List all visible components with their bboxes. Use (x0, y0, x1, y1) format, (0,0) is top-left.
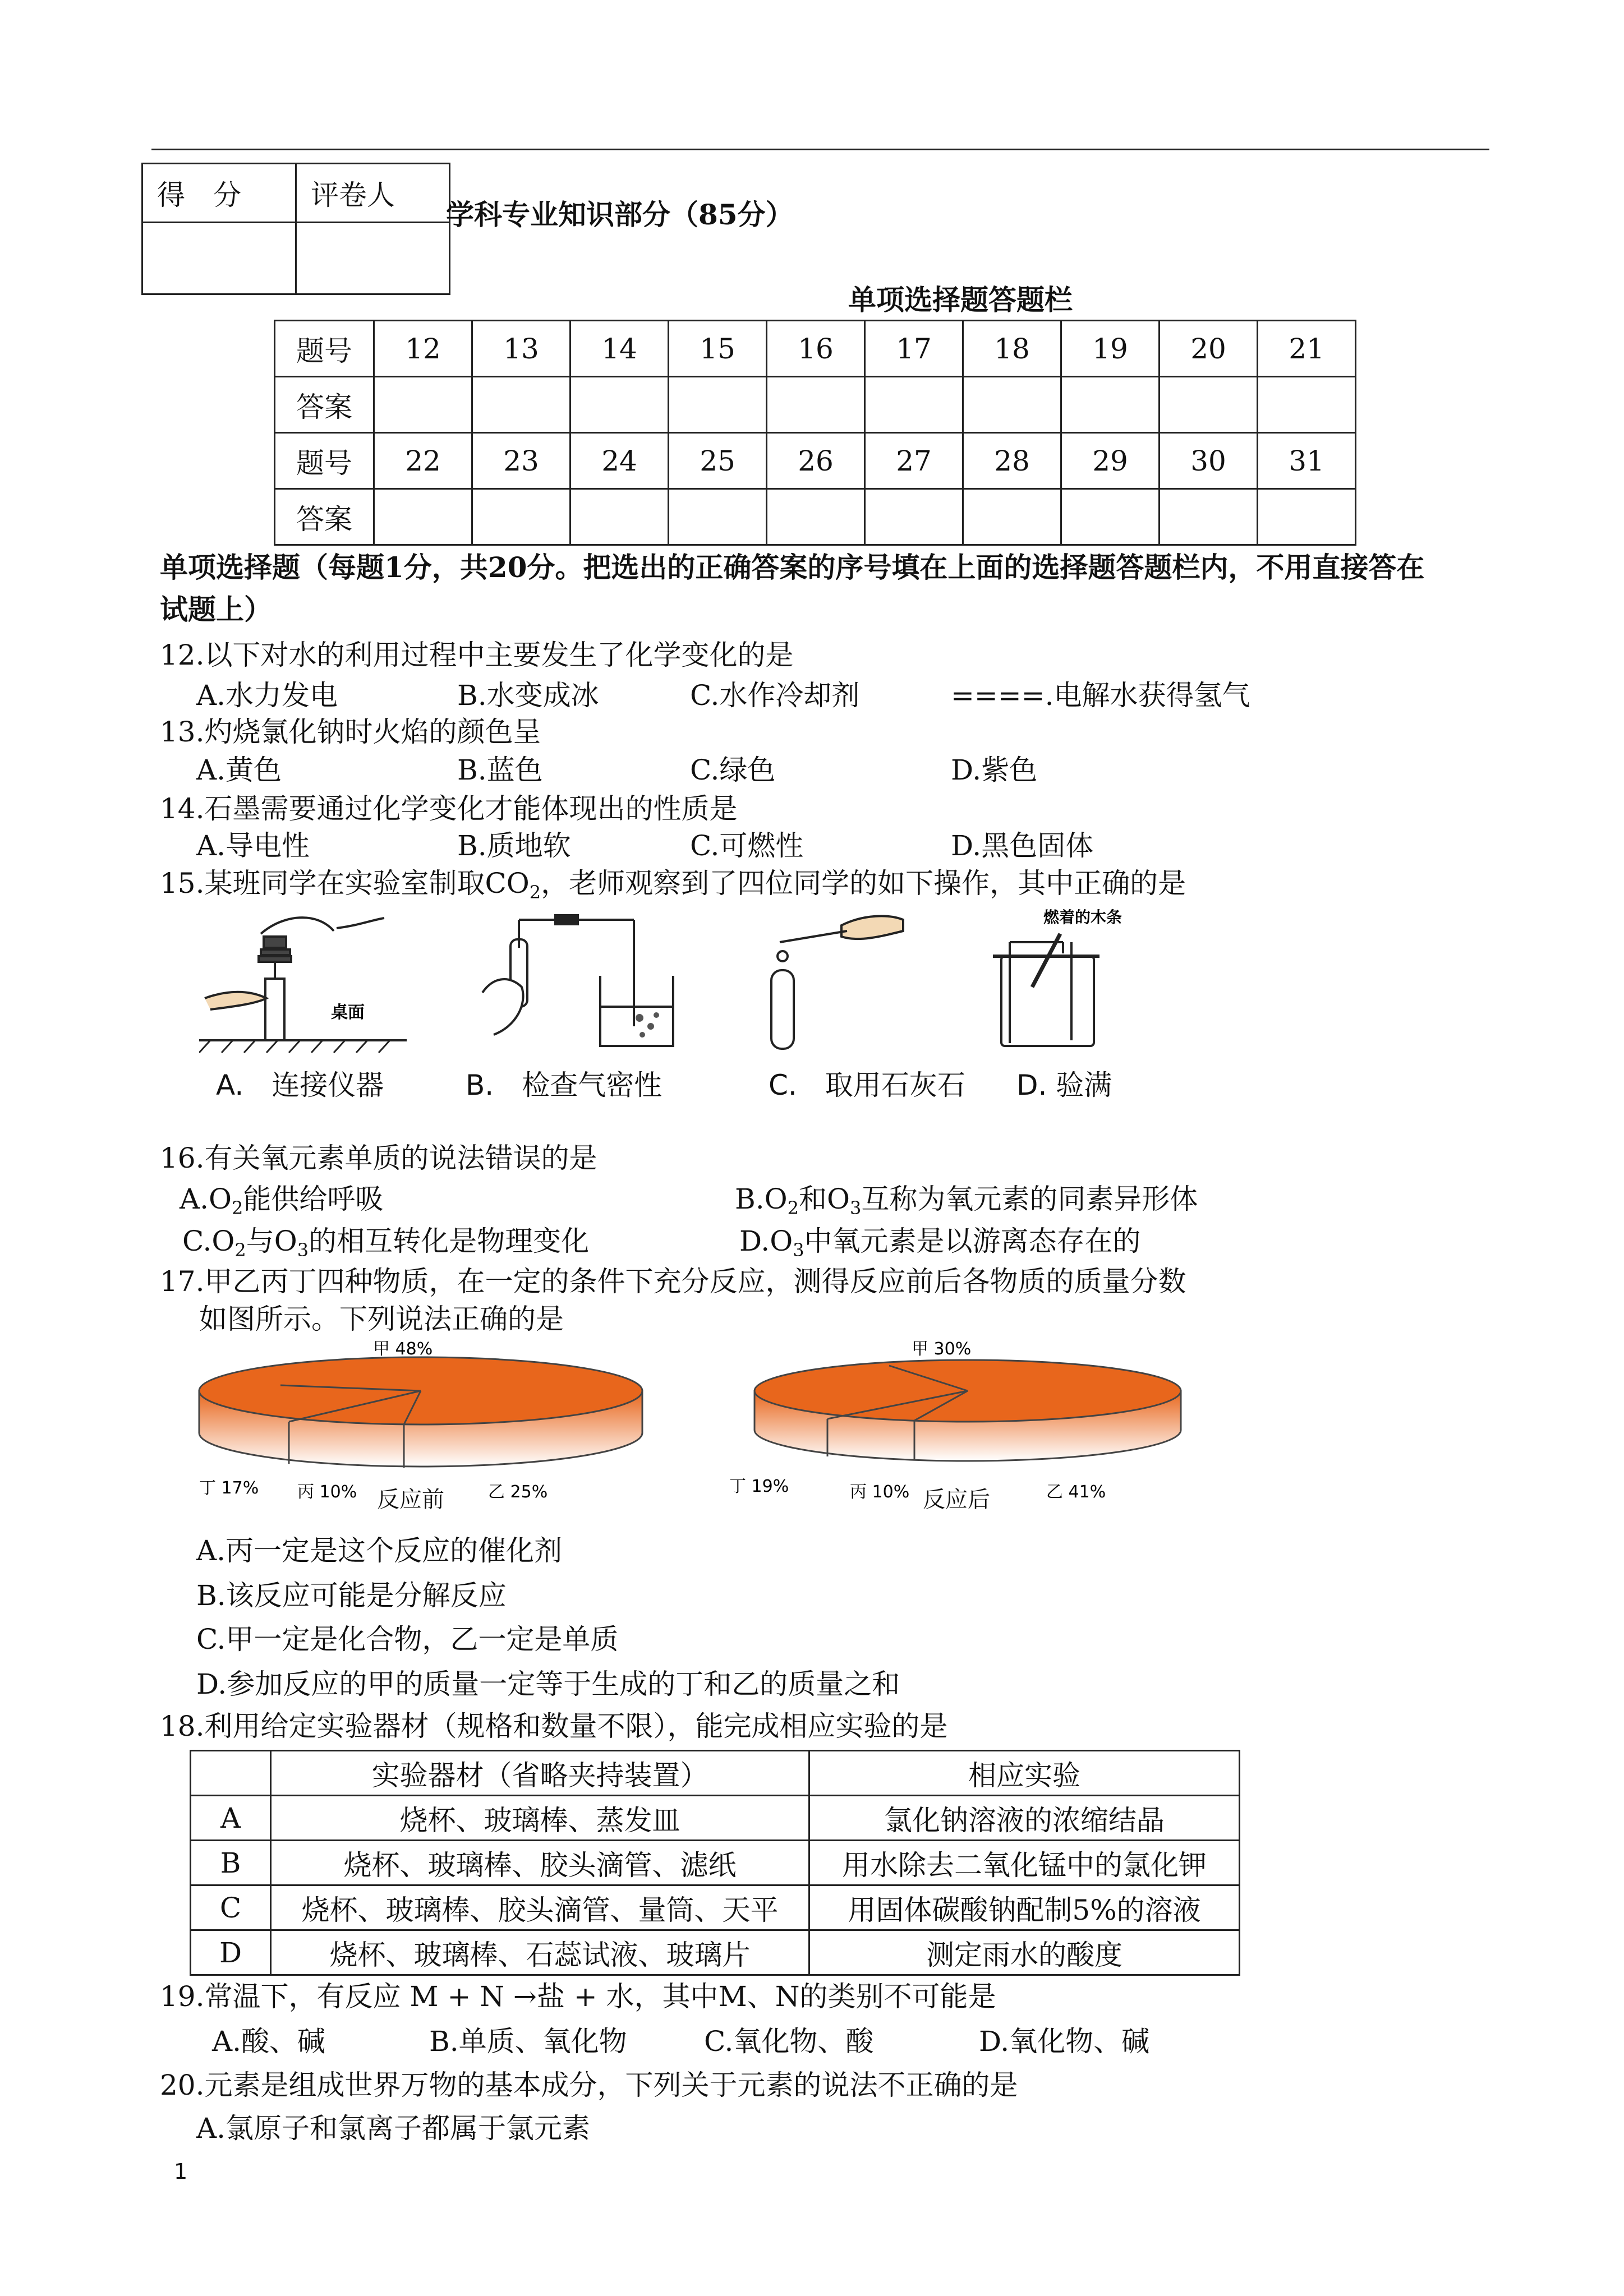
question-16-stem: 16.有关氧元素单质的说法错误的是 (160, 1142, 597, 1174)
option-19b[interactable]: B.单质、氧化物 (429, 2025, 627, 2058)
o16b-sub2: 3 (850, 1197, 862, 1219)
o16d-sub: 3 (793, 1239, 804, 1261)
answer-cell[interactable] (1160, 489, 1258, 545)
answer-cell[interactable] (1061, 489, 1160, 545)
answer-cell[interactable] (1061, 377, 1160, 433)
question-19-stem: 19.常温下，有反应 M + N →盐 + 水，其中M、N的类别不可能是 (160, 1980, 996, 2013)
section-title: 学科专业知识部分（85分） (446, 198, 794, 231)
question-number: 25 (669, 433, 767, 489)
question-number: 29 (1061, 433, 1160, 489)
q18-head-exp: 相应实验 (809, 1751, 1240, 1796)
option-19c[interactable]: C.氧化物、酸 (704, 2025, 874, 2058)
q18-key[interactable]: C (191, 1885, 271, 1930)
question-number: 18 (963, 321, 1061, 377)
q18-exp: 用水除去二氧化锰中的氯化钾 (809, 1841, 1240, 1885)
pie-before-bing: 丙 10% (297, 1482, 357, 1502)
answer-cell[interactable] (963, 489, 1061, 545)
question-number: 20 (1160, 321, 1258, 377)
o16c-mid: 与O (246, 1225, 297, 1257)
score-box (141, 163, 450, 295)
pie-after-yi: 乙 41% (1046, 1482, 1106, 1502)
answer-cell[interactable] (472, 377, 571, 433)
pie-after-caption: 反应后 (923, 1487, 990, 1513)
option-17d[interactable]: D.参加反应的甲的质量一定等于生成的丁和乙的质量之和 (196, 1668, 900, 1700)
q18-head-equip: 实验器材（省略夹持装置） (271, 1751, 809, 1796)
o16d-post: 中氧元素是以游离态存在的 (804, 1225, 1141, 1257)
answer-cell[interactable] (571, 377, 669, 433)
grader-cell[interactable] (296, 223, 450, 294)
option-15b[interactable]: B. 检查气密性 (466, 1069, 663, 1101)
q18-table (190, 1750, 1240, 1976)
answer-cell[interactable] (963, 377, 1061, 433)
o16c-sub2: 3 (297, 1239, 309, 1261)
question-17-stem-1: 17.甲乙丙丁四种物质，在一定的条件下充分反应，测得反应前后各物质的质量分数 (160, 1265, 1186, 1298)
row-label: 题号 (275, 433, 374, 489)
question-17-stem-2: 如图所示。下列说法正确的是 (199, 1303, 564, 1335)
option-16a[interactable] (180, 1182, 383, 1219)
answer-cell[interactable] (1258, 489, 1356, 545)
answer-cell[interactable] (669, 489, 767, 545)
option-15a[interactable]: A. 连接仪器 (216, 1069, 384, 1101)
answer-cell[interactable] (767, 377, 865, 433)
option-13c[interactable]: C.绿色 (690, 754, 776, 786)
option-15c[interactable]: C. 取用石灰石 (769, 1069, 965, 1101)
burning-stick-label: 燃着的木条 (1043, 908, 1122, 926)
o16b-pre: B.O (735, 1183, 788, 1215)
answer-cell[interactable] (767, 489, 865, 545)
option-14a[interactable]: A.导电性 (196, 829, 310, 862)
question-number: 27 (865, 433, 963, 489)
pie-before-ding: 丁 17% (199, 1478, 259, 1498)
answer-cell[interactable] (571, 489, 669, 545)
option-14b[interactable]: B.质地软 (457, 829, 571, 862)
option-16c[interactable] (182, 1224, 589, 1261)
question-number: 17 (865, 321, 963, 377)
option-16b[interactable] (735, 1182, 1198, 1219)
o16c-pre: C.O (182, 1225, 235, 1257)
pie-before-caption: 反应前 (377, 1487, 444, 1513)
q18-head-blank (191, 1751, 271, 1796)
option-12a[interactable]: A.水力发电 (196, 679, 338, 712)
option-12b[interactable]: B.水变成冰 (457, 679, 599, 712)
q18-key[interactable]: B (191, 1841, 271, 1885)
question-number: 13 (472, 321, 571, 377)
pie-before-yi: 乙 25% (488, 1482, 548, 1502)
o16c-post: 的相互转化是物理变化 (309, 1225, 590, 1257)
q18-key[interactable]: A (191, 1796, 271, 1841)
pie-after-bing: 丙 10% (850, 1482, 910, 1502)
question-number: 24 (571, 433, 669, 489)
question-number: 23 (472, 433, 571, 489)
option-14c[interactable]: C.可燃性 (690, 829, 804, 862)
question-number: 14 (571, 321, 669, 377)
answer-cell[interactable] (865, 377, 963, 433)
o16a-post: 能供给呼吸 (243, 1183, 384, 1215)
row-label: 题号 (275, 321, 374, 377)
o16b-mid: 和O (799, 1183, 850, 1215)
option-15d[interactable]: D. 验满 (1016, 1069, 1112, 1101)
question-20-stem: 20.元素是组成世界万物的基本成分，下列关于元素的说法不正确的是 (160, 2069, 1018, 2101)
answer-cell[interactable] (865, 489, 963, 545)
airtightness-check-illustration (471, 914, 679, 1054)
q18-exp: 氯化钠溶液的浓缩结晶 (809, 1796, 1240, 1841)
q18-equip: 烧杯、玻璃棒、蒸发皿 (271, 1796, 809, 1841)
answer-cell[interactable] (1160, 377, 1258, 433)
option-12d[interactable]: ====.电解水获得氢气 (951, 679, 1250, 712)
q15-stem-pre: 15.某班同学在实验室制取CO (160, 867, 530, 900)
question-number: 16 (767, 321, 865, 377)
q18-equip: 烧杯、玻璃棒、胶头滴管、量筒、天平 (271, 1885, 809, 1930)
answer-cell[interactable] (374, 489, 472, 545)
option-12c[interactable]: C.水作冷却剂 (690, 679, 860, 712)
answer-cell[interactable] (669, 377, 767, 433)
full-check-illustration (987, 903, 1161, 1054)
option-20a[interactable]: A.氯原子和氯离子都属于氯元素 (196, 2112, 591, 2145)
row-label: 答案 (275, 377, 374, 433)
q18-exp: 用固体碳酸钠配制5%的溶液 (809, 1885, 1240, 1930)
question-number: 30 (1160, 433, 1258, 489)
question-15-stem (160, 866, 1186, 903)
answer-cell[interactable] (1258, 377, 1356, 433)
score-label: 得 分 (142, 164, 296, 223)
apparatus-connect-illustration (199, 906, 407, 1057)
q15-stem-post: ，老师观察到了四位同学的如下操作，其中正确的是 (541, 867, 1186, 900)
option-19a[interactable]: A.酸、碱 (212, 2025, 326, 2058)
option-14d[interactable]: D.黑色固体 (951, 829, 1094, 862)
question-12-stem: 12.以下对水的利用过程中主要发生了化学变化的是 (160, 639, 794, 671)
question-number: 21 (1258, 321, 1356, 377)
question-number: 28 (963, 433, 1061, 489)
option-17b[interactable]: B.该反应可能是分解反应 (196, 1579, 507, 1612)
option-19d[interactable]: D.氧化物、碱 (979, 2025, 1150, 2058)
question-number: 31 (1258, 433, 1356, 489)
pie-after-jia: 甲 30% (912, 1339, 972, 1359)
question-14-stem: 14.石墨需要通过化学变化才能体现出的性质是 (160, 792, 738, 825)
pie-before-jia: 甲 48% (373, 1339, 433, 1359)
o16b-post: 互称为氧元素的同素异形体 (861, 1183, 1198, 1215)
o16a-pre: A.O (180, 1183, 232, 1215)
answer-grid (274, 320, 1356, 546)
grader-label: 评卷人 (296, 164, 450, 223)
q15-stem-sub: 2 (529, 882, 541, 903)
option-16d[interactable] (739, 1224, 1141, 1261)
q18-equip: 烧杯、玻璃棒、胶头滴管、滤纸 (271, 1841, 809, 1885)
o16d-pre: D.O (739, 1225, 793, 1257)
question-18-stem: 18.利用给定实验器材（规格和数量不限），能完成相应实验的是 (160, 1710, 948, 1742)
score-cell[interactable] (142, 223, 296, 294)
option-17c[interactable]: C.甲一定是化合物，乙一定是单质 (196, 1623, 619, 1656)
instructions-line1: 单项选择题（每题1分，共20分。把选出的正确答案的序号填在上面的选择题答题栏内，不用直接答在 (160, 551, 1425, 584)
option-13d[interactable]: D.紫色 (951, 754, 1038, 786)
row-label: 答案 (275, 489, 374, 545)
q18-equip: 烧杯、玻璃棒、石蕊试液、玻璃片 (271, 1930, 809, 1975)
limestone-taking-illustration (769, 909, 909, 1054)
desk-label: 桌面 (331, 1003, 365, 1022)
option-13b[interactable]: B.蓝色 (457, 754, 543, 786)
q18-key[interactable]: D (191, 1930, 271, 1975)
answer-cell[interactable] (472, 489, 571, 545)
pie-after-ding: 丁 19% (729, 1477, 789, 1496)
answer-cell[interactable] (374, 377, 472, 433)
page-number: 1 (174, 2159, 188, 2184)
o16b-sub1: 2 (787, 1197, 799, 1219)
question-13-stem: 13.灼烧氯化钠时火焰的颜色呈 (160, 716, 541, 748)
answer-grid-title: 单项选择题答题栏 (848, 283, 1073, 316)
q18-exp: 测定雨水的酸度 (809, 1930, 1240, 1975)
question-number: 12 (374, 321, 472, 377)
o16c-sub1: 2 (234, 1239, 246, 1261)
option-17a[interactable]: A.丙一定是这个反应的催化剂 (196, 1534, 563, 1567)
o16a-sub: 2 (232, 1197, 243, 1219)
question-number: 22 (374, 433, 472, 489)
question-number: 26 (767, 433, 865, 489)
question-number: 15 (669, 321, 767, 377)
instructions-line2: 试题上） (160, 593, 272, 626)
question-number: 19 (1061, 321, 1160, 377)
header-rule (151, 149, 1489, 150)
option-13a[interactable]: A.黄色 (196, 754, 282, 786)
